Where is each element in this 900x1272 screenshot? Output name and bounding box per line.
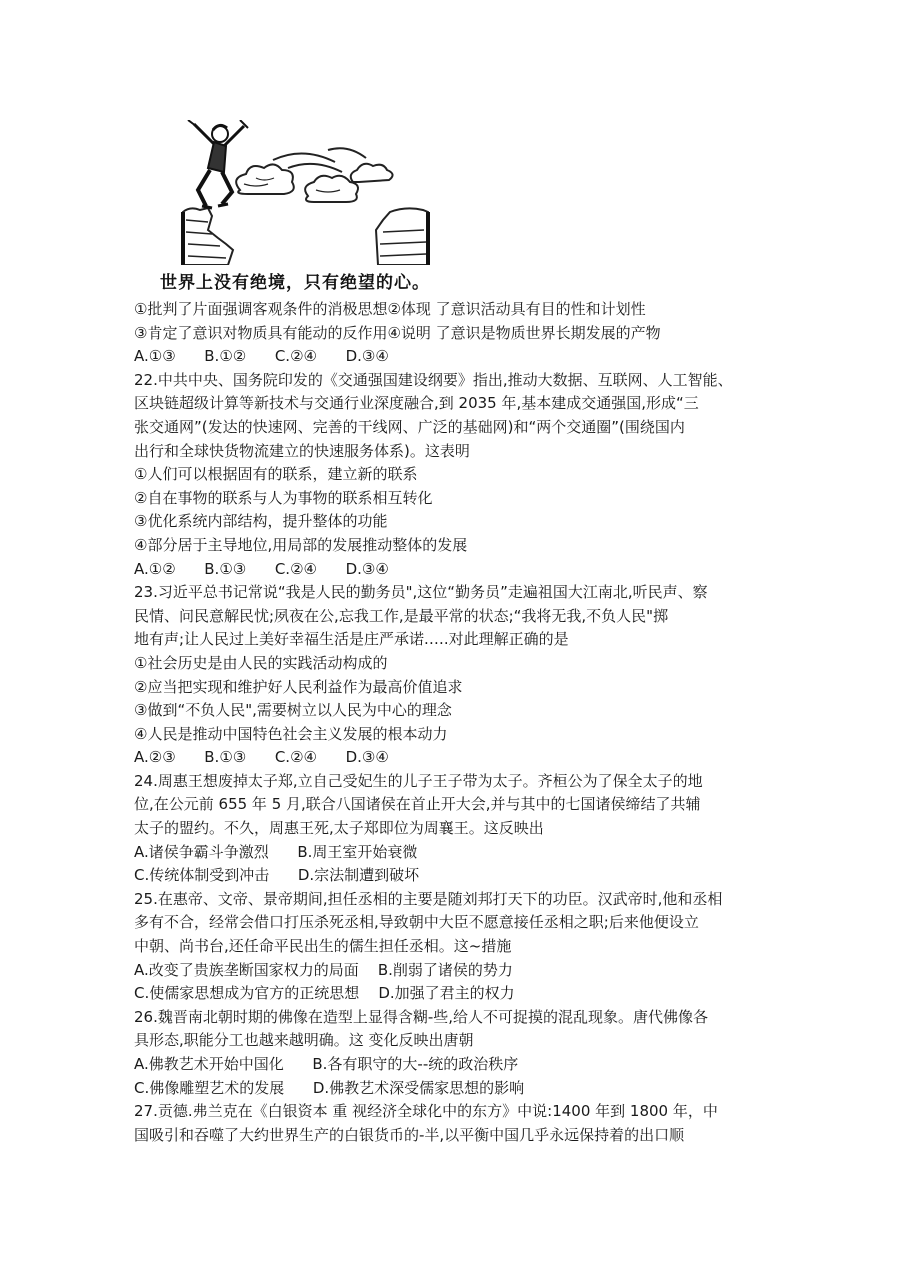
q21-statement-line: ③肯定了意识对物质具有能动的反作用④说明 了意识是物质世界长期发展的产物 [134, 323, 661, 342]
q25-text-line: 25.在惠帝、文帝、景帝期间,担任丞相的主要是随刘邦打天下的功臣。汉武帝时,他和丞相 [134, 889, 723, 908]
q25-options: A.改变了贵族垄断国家权力的局面 B.削弱了诸侯的势力 [134, 960, 513, 979]
cartoon-caption: 世界上没有绝境，只有绝望的心。 [160, 273, 430, 293]
q26-text-line: 具形态,职能分工也越来越明确。这 变化反映出唐朝 [134, 1031, 474, 1050]
q21-options: A.①③ B.①② C.②④ D.③④ [134, 347, 389, 366]
q26-text-line: 26.魏晋南北朝时期的佛像在造型上显得含糊-些,给人不可捉摸的混乱现象。唐代佛像各 [134, 1007, 709, 1026]
q22-statement-line: ④部分居于主导地位,用局部的发展推动整体的发展 [134, 535, 468, 554]
q22-text-line: 出行和全球快货物流建立的快速服务体系)。这表明 [134, 441, 470, 460]
q24-text-line: 位,在公元前 655 年 5 月,联合八国诸侯在首止开大会,并与其中的七国诸侯缔结了共辅 [134, 795, 701, 814]
q25-text-line: 中朝、尚书台,还任命平民出生的儒生担任丞相。这~措施 [134, 937, 512, 956]
q23-options: A.②③ B.①③ C.②④ D.③④ [134, 748, 389, 767]
q24-text-line: 24.周惠王想废掉太子郑,立自己受妃生的儿子王子带为太子。齐桓公为了保全太子的地 [134, 771, 703, 790]
q22-statement-line: ③优化系统内部结构，提升整体的功能 [134, 512, 388, 531]
q27-text-line: 27.贡德.弗兰克在《白银资本 重 视经济全球化中的东方》中说:1400 年到 1800 年，中 [134, 1102, 718, 1121]
q22-text-line: 22.中共中央、国务院印发的《交通强国建设纲要》指出,推动大数据、互联网、人工智能、 [134, 370, 733, 389]
q24-options: C.传统体制受到冲击 D.宗法制遭到破坏 [134, 866, 420, 885]
q23-statement-line: ④人民是推动中国特色社会主义发展的根本动力 [134, 724, 448, 743]
q23-statement-line: ③做到“不负人民",需要树立以人民为中心的理念 [134, 701, 452, 720]
q22-options: A.①② B.①③ C.②④ D.③④ [134, 559, 389, 578]
q23-text-line: 23.习近平总书记常说“我是人民的勤务员",这位“勤务员”走遍祖国大江南北,听民声、察 [134, 583, 708, 602]
jumping-man-cartoon [178, 120, 433, 265]
q23-text-line: 民情、问民意解民忧;夙夜在公,忘我工作,是最平常的状态;“我将无我,不负人民"掷 [134, 606, 669, 625]
q23-statement-line: ①社会历史是由人民的实践活动构成的 [134, 653, 388, 672]
q22-statement-line: ①人们可以根据固有的联系，建立新的联系 [134, 465, 418, 484]
q24-options: A.诸侯争霸斗争激烈 B.周王室开始衰微 [134, 842, 418, 861]
q23-statement-line: ②应当把实现和维护好人民利益作为最高价值追求 [134, 677, 463, 696]
q21-statement-line: ①批判了片面强调客观条件的消极思想②体现 了意识活动具有目的性和计划性 [134, 300, 646, 318]
q25-options: C.使儒家思想成为官方的正统思想 D.加强了君主的权力 [134, 984, 515, 1003]
q23-text-line: 地有声;让人民过上美好幸福生活是庄严承诺.….对此理解正确的是 [134, 630, 569, 649]
q27-text-line: 国吸引和吞噬了大约世界生产的白银货币的-半,以平衡中国几乎永远保持着的出口顺 [134, 1125, 685, 1144]
q26-options: C.佛像雕塑艺术的发展 D.佛教艺术深受儒家思想的影响 [134, 1078, 525, 1097]
q22-text-line: 张交通网”(发达的快速网、完善的干线网、广泛的基础网)和“两个交通圈”(围绕国内 [134, 417, 685, 436]
q24-text-line: 太子的盟约。不久，周惠王死,太子郑即位为周襄王。这反映出 [134, 819, 544, 838]
q22-text-line: 区块链超级计算等新技术与交通行业深度融合,到 2035 年,基本建成交通强国,形成“三 [134, 394, 699, 413]
q25-text-line: 多有不合，经常会借口打压杀死丞相,导致朝中大臣不愿意接任丞相之职;后来他便设立 [134, 913, 699, 932]
q26-options: A.佛教艺术开始中国化 B.各有职守的大--统的政治秩序 [134, 1055, 519, 1073]
q22-statement-line: ②自在事物的联系与人为事物的联系相互转化 [134, 488, 433, 507]
question-content [134, 298, 774, 1147]
